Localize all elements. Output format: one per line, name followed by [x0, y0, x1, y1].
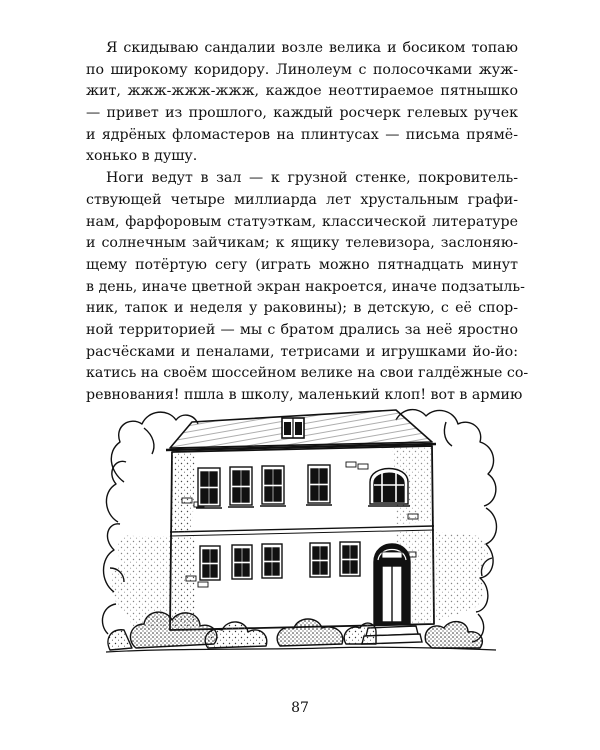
text-line: в день, иначе цветной экран накроется, иначе подзатыль- — [86, 278, 525, 295]
body-text — [86, 38, 529, 407]
text-line: катись на своём шоссейном велике на свои галдёжные со- — [86, 365, 529, 382]
ground — [106, 647, 496, 652]
text-line: ник, тапок и неделя у раковины); в детскую, с её спор- — [86, 300, 518, 317]
window — [340, 542, 360, 576]
window — [200, 546, 220, 580]
text-line: по широкому коридору. Линолеум с полосочками жуж- — [86, 61, 518, 78]
paragraph-1 — [86, 38, 518, 168]
arched-window — [368, 469, 410, 507]
text-line: Я скидываю сандалии возле велика и босиком топаю — [106, 40, 518, 56]
building-illustration — [96, 372, 506, 672]
window — [228, 467, 254, 507]
text-line: ревнования! пшла в школу, маленький клоп! вот в армию — [86, 387, 523, 403]
text-line: щему потёртую сегу (играть можно пятнадцать минут — [86, 256, 518, 273]
text-line: ной территорией — мы с братом дрались за неё яростно — [86, 321, 518, 338]
window — [196, 468, 222, 508]
roof — [166, 410, 436, 450]
text-line: хонько в душу. — [86, 148, 198, 165]
paragraph-2 — [86, 168, 529, 407]
text-line: расчёсками и пеналами, тетрисами и игрушками йо-йо: — [86, 343, 518, 360]
window — [306, 465, 332, 505]
window — [262, 544, 282, 578]
text-line: — привет из прошлого, каждый росчерк гелевых ручек — [86, 105, 518, 122]
window — [310, 543, 330, 577]
text-line: жит, жжж-жжж-жжж, каждое неоттираемое пятнышко — [86, 83, 518, 100]
text-line: и ядрёных фломастеров на плинтусах — письма прямё- — [86, 126, 518, 143]
text-line: нам, фарфоровым статуэткам, классической литературе — [86, 213, 518, 230]
text-line: Ноги ведут в зал — к грузной стенке, покровитель- — [106, 170, 518, 187]
window — [232, 545, 252, 579]
page-number: 87 — [291, 700, 309, 716]
window — [260, 466, 286, 506]
text-line: и солнечным зайчикам; к ящику телевизора, заслоняю- — [86, 235, 518, 252]
text-line: ствующей четыре миллиарда лет хрустальным графи- — [86, 191, 518, 208]
